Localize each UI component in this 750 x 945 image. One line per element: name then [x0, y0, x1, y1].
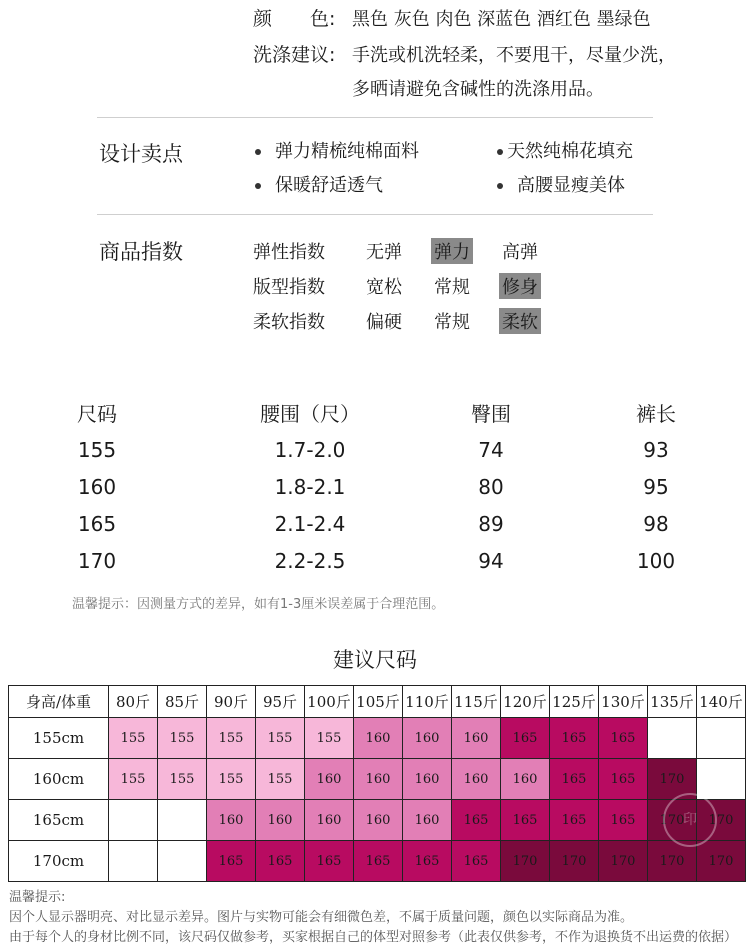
bullet-dot-icon [497, 183, 503, 189]
suggest-title: 建议尺码 [333, 648, 417, 672]
wash-line-1: 手洗或机洗轻柔，不要甩干，尽量少洗， [352, 45, 676, 66]
size-cell: 94 [478, 549, 504, 573]
size-cell: 98 [643, 512, 669, 536]
grid-size-cell: 160 [354, 800, 403, 841]
grid-weight-header: 80斤 [109, 686, 158, 718]
grid-height-label: 165cm [9, 800, 109, 841]
grid-size-cell: 165 [501, 718, 550, 759]
grid-header-row [9, 686, 746, 718]
size-cell: 100 [636, 549, 676, 573]
grid-size-cell [109, 800, 158, 841]
design-title: 设计卖点 [99, 142, 183, 166]
footer-line-3: 由于每个人的身材比例不同，该尺码仅做参考，买家根据自己的体型对照参考（此表仅供参考，不作为退换货不出运费的依据） [9, 930, 738, 945]
grid-height-label: 155cm [9, 718, 109, 759]
index-option: 宽松 [366, 277, 402, 298]
grid-weight-header: 135斤 [648, 686, 697, 718]
grid-size-cell [648, 718, 697, 759]
grid-size-cell: 155 [109, 718, 158, 759]
bullet-dot-icon [255, 149, 261, 155]
grid-size-cell: 170 [501, 841, 550, 882]
suggest-size-grid [8, 685, 746, 882]
grid-size-cell [109, 841, 158, 882]
grid-size-cell: 165 [550, 718, 599, 759]
grid-row [9, 800, 746, 841]
seal-watermark [663, 793, 717, 847]
grid-row [9, 841, 746, 882]
index-option-selected: 修身 [499, 273, 541, 299]
grid-size-cell: 160 [403, 759, 452, 800]
footer-line-1: 温馨提示: [9, 890, 66, 905]
grid-size-cell: 170 [550, 841, 599, 882]
grid-height-label: 170cm [9, 841, 109, 882]
divider-1 [97, 117, 653, 118]
size-cell: 2.1-2.4 [274, 512, 346, 536]
grid-weight-header: 95斤 [256, 686, 305, 718]
grid-weight-header: 125斤 [550, 686, 599, 718]
grid-weight-header: 115斤 [452, 686, 501, 718]
grid-weight-header: 110斤 [403, 686, 452, 718]
grid-size-cell: 160 [452, 759, 501, 800]
grid-size-cell: 155 [256, 718, 305, 759]
index-option: 高弹 [502, 242, 538, 263]
grid-size-cell: 165 [501, 800, 550, 841]
index-option-selected: 弹力 [431, 238, 473, 264]
size-cell: 74 [478, 438, 504, 462]
grid-weight-header: 105斤 [354, 686, 403, 718]
size-header: 臀围 [471, 402, 511, 426]
grid-size-cell: 155 [256, 759, 305, 800]
grid-weight-header: 140斤 [697, 686, 746, 718]
grid-size-cell [158, 841, 207, 882]
footer-line-2: 因个人显示器明亮、对比显示差异。图片与实物可能会有细微色差，不属于质量问题，颜色以实际商品为准。 [9, 910, 634, 925]
wash-label: 洗涤建议: [253, 44, 336, 66]
divider-2 [97, 214, 653, 215]
grid-weight-header: 130斤 [599, 686, 648, 718]
size-cell: 165 [77, 512, 117, 536]
grid-row [9, 718, 746, 759]
size-cell: 89 [478, 512, 504, 536]
size-header: 裤长 [636, 402, 676, 426]
grid-size-cell: 155 [109, 759, 158, 800]
index-option: 偏硬 [366, 312, 402, 333]
size-cell: 155 [77, 438, 117, 462]
grid-size-cell [158, 800, 207, 841]
seal-text: 印 [683, 812, 697, 828]
index-row-label: 柔软指数 [253, 312, 325, 333]
grid-size-cell: 160 [354, 718, 403, 759]
index-row-label: 版型指数 [253, 277, 325, 298]
grid-size-cell: 155 [207, 718, 256, 759]
size-cell: 160 [77, 475, 117, 499]
grid-size-cell: 165 [452, 841, 501, 882]
bullet-dot-icon [255, 183, 261, 189]
size-cell: 1.7-2.0 [274, 438, 346, 462]
grid-size-cell: 165 [305, 841, 354, 882]
size-note: 温馨提示：因测量方式的差异，如有1-3厘米误差属于合理范围。 [72, 597, 445, 612]
size-cell: 93 [643, 438, 669, 462]
color-label: 颜 色: [253, 8, 336, 30]
index-option: 常规 [434, 312, 470, 333]
wash-line-2: 多晒请避免含碱性的洗涤用品。 [352, 79, 604, 100]
grid-size-cell: 155 [305, 718, 354, 759]
grid-size-cell: 155 [207, 759, 256, 800]
grid-size-cell: 170 [648, 759, 697, 800]
size-cell: 80 [478, 475, 504, 499]
grid-size-cell: 160 [354, 759, 403, 800]
grid-size-cell: 170 [697, 800, 746, 841]
design-point-4: 高腰显瘦美体 [497, 171, 625, 197]
grid-size-cell: 165 [256, 841, 305, 882]
size-cell: 2.2-2.5 [274, 549, 346, 573]
index-row-label: 弹性指数 [253, 242, 325, 263]
grid-size-cell: 160 [403, 718, 452, 759]
grid-corner: 身高/体重 [9, 686, 109, 718]
grid-size-cell: 160 [501, 759, 550, 800]
grid-size-cell: 165 [354, 841, 403, 882]
grid-size-cell: 165 [599, 759, 648, 800]
grid-size-cell: 170 [599, 841, 648, 882]
grid-size-cell: 165 [599, 718, 648, 759]
grid-size-cell: 165 [452, 800, 501, 841]
size-header: 尺码 [77, 402, 117, 426]
grid-height-label: 160cm [9, 759, 109, 800]
grid-size-cell [697, 759, 746, 800]
index-option: 无弹 [366, 242, 402, 263]
grid-size-cell: 165 [599, 800, 648, 841]
color-value: 黑色 灰色 肉色 深蓝色 酒红色 墨绿色 [352, 9, 651, 30]
grid-size-cell: 160 [452, 718, 501, 759]
grid-size-cell: 160 [207, 800, 256, 841]
size-header: 腰围（尺） [260, 402, 360, 426]
grid-weight-header: 120斤 [501, 686, 550, 718]
grid-weight-header: 100斤 [305, 686, 354, 718]
grid-size-cell [697, 718, 746, 759]
grid-size-cell: 170 [648, 841, 697, 882]
grid-size-cell: 155 [158, 759, 207, 800]
grid-size-cell: 155 [158, 718, 207, 759]
size-cell: 170 [77, 549, 117, 573]
grid-size-cell: 160 [403, 800, 452, 841]
index-option-selected: 柔软 [499, 308, 541, 334]
design-point-2: 天然纯棉花填充 [497, 137, 633, 163]
grid-size-cell: 160 [256, 800, 305, 841]
bullet-dot-icon [497, 149, 503, 155]
grid-size-cell: 170 [697, 841, 746, 882]
grid-weight-header: 85斤 [158, 686, 207, 718]
grid-size-cell: 160 [305, 759, 354, 800]
index-option: 常规 [434, 277, 470, 298]
grid-size-cell: 165 [207, 841, 256, 882]
index-title: 商品指数 [99, 240, 183, 264]
grid-size-cell: 165 [403, 841, 452, 882]
grid-size-cell: 165 [550, 759, 599, 800]
design-point-1: 弹力精梳纯棉面料 [255, 137, 419, 163]
grid-size-cell: 165 [550, 800, 599, 841]
size-cell: 95 [643, 475, 669, 499]
grid-weight-header: 90斤 [207, 686, 256, 718]
grid-row [9, 759, 746, 800]
design-point-3: 保暖舒适透气 [255, 171, 383, 197]
size-cell: 1.8-2.1 [274, 475, 346, 499]
grid-size-cell: 170 [648, 800, 697, 841]
grid-size-cell: 160 [305, 800, 354, 841]
